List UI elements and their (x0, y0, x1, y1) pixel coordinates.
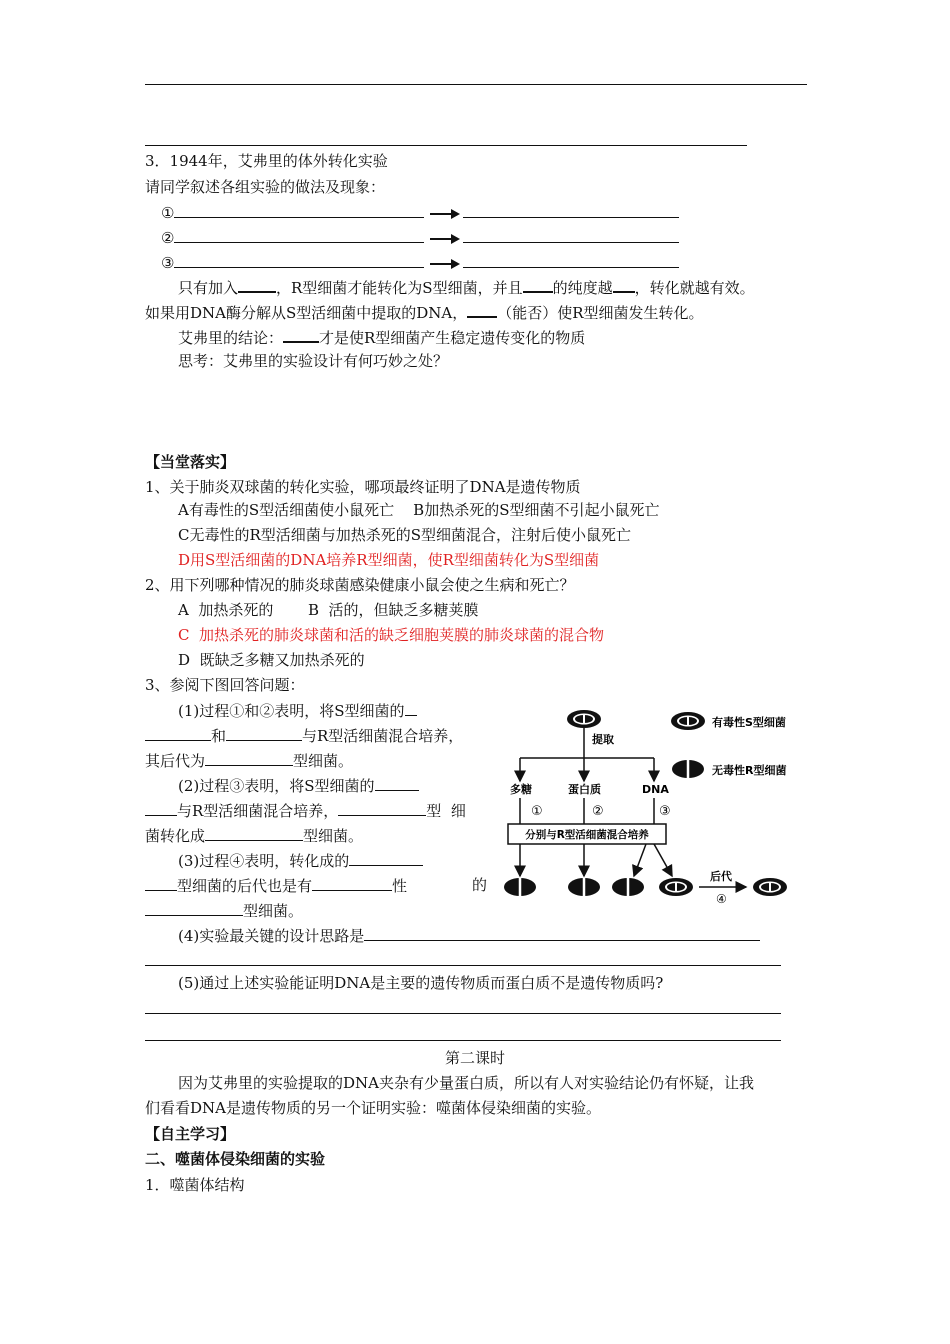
text: (4)实验最关键的设计思路是 (178, 927, 365, 945)
blank[interactable] (145, 725, 211, 741)
q3-s2-line1 (178, 775, 419, 796)
s-bacterium-icon (567, 710, 601, 728)
r-bacterium-icon (504, 878, 536, 896)
blank[interactable] (145, 800, 177, 816)
q3-s5: (5)通过上述实验能证明DNA是主要的遗传物质而蛋白质不是遗传物质吗? (178, 974, 664, 992)
q3-s1-line1 (178, 700, 417, 721)
legend-s-label: 有毒性S型细菌 (712, 716, 786, 729)
subsection-title: 1．噬菌体结构 (145, 1176, 245, 1194)
q3-s3-line1 (178, 850, 423, 871)
row-number: ① (161, 204, 175, 222)
exp3-para-2 (145, 301, 704, 323)
blank[interactable] (226, 725, 302, 741)
blank[interactable] (145, 900, 243, 916)
blank[interactable] (523, 276, 553, 293)
text: 才是使R型细菌产生稳定遗传变化的物质 (319, 329, 586, 347)
step-1: ① (531, 804, 543, 819)
exp3-para-1 (178, 276, 755, 298)
practice-heading: 【当堂落实】 (145, 453, 236, 471)
q3-s2-line2 (145, 800, 466, 821)
answer-line (145, 1013, 781, 1014)
legend-r-label: 无毒性R型细菌 (712, 764, 787, 777)
blank[interactable] (463, 252, 679, 268)
s-bacterium-icon (753, 878, 787, 896)
q1-option-ab: A有毒性的S型活细菌使小鼠死亡 B加热杀死的S型细菌不引起小鼠死亡 (178, 501, 660, 519)
text: 型 细 (426, 802, 466, 820)
blank[interactable] (364, 925, 760, 941)
arrow-icon (429, 254, 463, 274)
q3-s4 (178, 925, 760, 946)
q1: 1、关于肺炎双球菌的转化实验，哪项最终证明了DNA是遗传物质 (145, 478, 581, 496)
q3: 3、参阅下图回答问题： (145, 676, 305, 694)
q3-s1-line3 (145, 750, 353, 771)
answer-line (145, 145, 747, 146)
s-bacterium-icon (659, 878, 693, 896)
extract-label: 提取 (592, 733, 614, 746)
text: 的纯度越 (552, 279, 613, 297)
answer-line (145, 965, 781, 966)
step-3: ③ (659, 804, 671, 819)
text: 菌转化成 (145, 827, 206, 845)
q3-s3-line2 (145, 875, 407, 896)
text: （能否）使R型细菌发生转化。 (497, 304, 704, 322)
blank[interactable] (338, 800, 426, 816)
r-bacterium-icon (568, 878, 600, 896)
text: 性 (392, 877, 408, 895)
blank[interactable] (205, 825, 303, 841)
text: 只有加入 (178, 279, 239, 297)
blank[interactable] (238, 276, 276, 293)
blank[interactable] (349, 850, 423, 866)
item-protein: 蛋白质 (568, 783, 601, 796)
text: 如果用DNA酶分解从S型活细菌中提取的DNA， (145, 304, 468, 322)
blank[interactable] (613, 276, 635, 293)
culture-box-label: 分别与R型活细菌混合培养 (525, 829, 649, 841)
step-2: ② (592, 804, 604, 819)
row-number: ③ (161, 254, 175, 272)
arrow-icon (429, 229, 463, 249)
r-bacterium-icon (612, 878, 644, 896)
exp3-prompt: 请同学叙述各组实验的做法及现象： (145, 178, 386, 196)
q1-option-d: D用S型活细菌的DNA培养R型细菌，使R型细菌转化为S型细菌 (178, 551, 600, 569)
self-study-heading: 【自主学习】 (145, 1125, 236, 1143)
section-title: 二、噬菌体侵染细菌的实验 (145, 1150, 326, 1168)
q2-option-b: B 活的，但缺乏多糖荚膜 (308, 601, 479, 619)
text: (1)过程①和②表明，将S型细菌的 (178, 702, 405, 720)
q3-s3-de: 的 (472, 876, 488, 894)
blank[interactable] (174, 202, 424, 218)
blank[interactable] (375, 775, 419, 791)
text: ，R型细菌才能转化为S型细菌，并且 (276, 279, 523, 297)
blank[interactable] (312, 875, 392, 891)
text: 与R型活细菌混合培养， (302, 727, 464, 745)
q2-option-a: A 加热杀死的 (178, 601, 274, 619)
blank[interactable] (283, 326, 319, 343)
exp-row-3 (161, 252, 679, 274)
transformation-diagram (494, 705, 804, 910)
text: ，转化就越有效。 (634, 279, 755, 297)
legend-s-icon (671, 712, 705, 730)
text: (2)过程③表明，将S型细菌的 (178, 777, 375, 795)
text: (3)过程④表明，转化成的 (178, 852, 350, 870)
text: 艾弗里的结论： (178, 329, 284, 347)
text: 与R型活细菌混合培养， (177, 802, 339, 820)
q2-option-d: D 既缺乏多糖又加热杀死的 (178, 651, 365, 669)
answer-line (145, 1040, 781, 1041)
blank[interactable] (174, 252, 424, 268)
q2: 2、用下列哪种情况的肺炎球菌感染健康小鼠会使之生病和死亡？ (145, 576, 575, 594)
top-rule (145, 84, 807, 85)
blank[interactable] (463, 202, 679, 218)
text: 其后代为 (145, 752, 206, 770)
text: 和 (211, 727, 227, 745)
q3-s2-line3 (145, 825, 363, 846)
blank[interactable] (463, 227, 679, 243)
text: 型细菌。 (293, 752, 354, 770)
item-dna: DNA (642, 783, 669, 796)
text: 型细菌的后代也是有 (177, 877, 313, 895)
exp-row-1 (161, 202, 679, 224)
exp3-conclusion (178, 326, 585, 348)
blank[interactable] (405, 700, 417, 716)
q1-option-c: C无毒性的R型活细菌与加热杀死的S型细菌混合，注射后使小鼠死亡 (178, 526, 632, 544)
offspring-label: 后代 (710, 870, 732, 883)
exp3-title: 3．1944年，艾弗里的体外转化实验 (145, 152, 388, 170)
q3-s1-line2 (145, 725, 463, 746)
blank[interactable] (467, 301, 497, 318)
lesson2-title: 第二课时 (444, 1049, 505, 1067)
text: 型细菌。 (243, 902, 304, 920)
row-number: ② (161, 229, 175, 247)
legend-r-icon (672, 760, 704, 778)
exp-row-2 (161, 227, 679, 249)
blank[interactable] (145, 875, 177, 891)
lesson2-intro-2: 们看看DNA是遗传物质的另一个证明实验：噬菌体侵染细菌的实验。 (145, 1099, 601, 1117)
q3-s3-line3 (145, 900, 303, 921)
blank[interactable] (205, 750, 293, 766)
blank[interactable] (174, 227, 424, 243)
q2-option-c: C 加热杀死的肺炎球菌和活的缺乏细胞荚膜的肺炎球菌的混合物 (178, 626, 605, 644)
step-4: ④ (716, 892, 727, 906)
item-polysaccharide: 多糖 (510, 783, 532, 796)
arrow-icon (429, 204, 463, 224)
exp3-think: 思考：艾弗里的实验设计有何巧妙之处？ (178, 352, 449, 370)
text: 型细菌。 (303, 827, 364, 845)
lesson2-intro-1: 因为艾弗里的实验提取的DNA夹杂有少量蛋白质，所以有人对实验结论仍有怀疑，让我 (178, 1074, 754, 1092)
